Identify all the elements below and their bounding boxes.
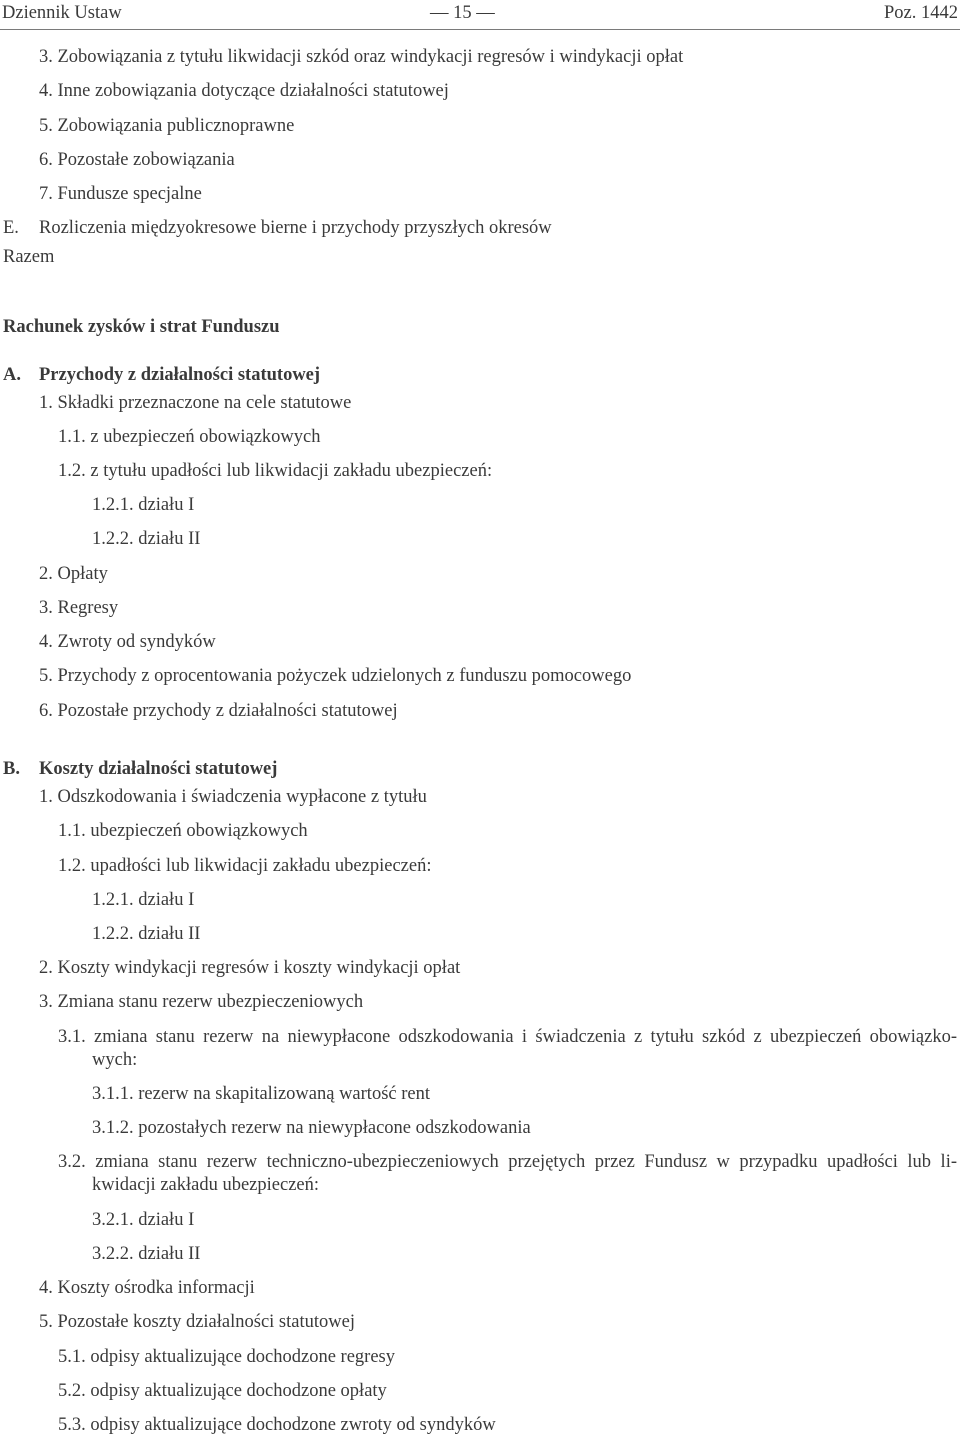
list-item: 6. Pozostałe zobowiązania xyxy=(39,150,235,170)
list-item: 1.2.2. działu II xyxy=(92,529,201,549)
list-item: 7. Fundusze specjalne xyxy=(39,184,202,204)
list-item: 1.2.2. działu II xyxy=(92,924,201,944)
list-item: 1.1. ubezpieczeń obowiązkowych xyxy=(58,821,308,841)
list-item: 1.2. z tytułu upadłości lub likwidacji zakładu ubezpieczeń: xyxy=(58,461,493,481)
header-divider xyxy=(0,29,960,30)
section-b-heading xyxy=(3,758,277,780)
list-item: 5. Pozostałe koszty działalności statutowej xyxy=(39,1312,355,1332)
list-item: 3.2.1. działu I xyxy=(92,1210,195,1230)
list-item: 3.1. zmiana stanu rezerw na niewypłacone odszkodowania i świadczenia z tytułu szkód z ubezpieczeń obowiązko- xyxy=(58,1027,957,1047)
total-label: Razem xyxy=(3,247,55,267)
list-item-continuation: kwidacji zakładu ubezpieczeń: xyxy=(92,1175,320,1195)
list-item: 3. Regresy xyxy=(39,598,119,618)
list-item: 3.1.2. pozostałych rezerw na niewypłacone odszkodowania xyxy=(92,1118,531,1138)
list-item: 1.2.1. działu I xyxy=(92,495,195,515)
list-item: 1. Składki przeznaczone na cele statutowe xyxy=(39,393,352,413)
list-item: 5.2. odpisy aktualizujące dochodzone opłaty xyxy=(58,1381,387,1401)
list-item: 3.2. zmiana stanu rezerw techniczno-ubezpieczeniowych przejętych przez Fundusz w przypadku upadłości lub li- xyxy=(58,1152,957,1172)
section-b-title: Koszty działalności statutowej xyxy=(39,759,278,779)
section-a-title: Przychody z działalności statutowej xyxy=(39,365,321,385)
page-number: — 15 — xyxy=(430,3,495,23)
list-item: 3. Zmiana stanu rezerw ubezpieczeniowych xyxy=(39,992,364,1012)
position-number: Poz. 1442 xyxy=(884,3,958,23)
list-item: 4. Inne zobowiązania dotyczące działalności statutowej xyxy=(39,81,449,101)
list-item: 1.1. z ubezpieczeń obowiązkowych xyxy=(58,427,321,447)
list-item: 2. Koszty windykacji regresów i koszty windykacji opłat xyxy=(39,958,461,978)
list-item: 6. Pozostałe przychody z działalności statutowej xyxy=(39,701,398,721)
section-e-text: Rozliczenia międzyokresowe bierne i przychody przyszłych okresów xyxy=(39,218,552,238)
list-item: 3.2.2. działu II xyxy=(92,1244,201,1264)
list-item: 3. Zobowiązania z tytułu likwidacji szkód oraz windykacji regresów i windykacji opłat xyxy=(39,47,684,67)
journal-name: Dziennik Ustaw xyxy=(2,3,122,23)
list-item: 5. Przychody z oprocentowania pożyczek udzielonych z funduszu pomocowego xyxy=(39,666,632,686)
list-item-continuation: wych: xyxy=(92,1050,138,1070)
statement-title: Rachunek zysków i strat Funduszu xyxy=(3,317,280,337)
list-item: 4. Koszty ośrodka informacji xyxy=(39,1278,255,1298)
section-e-letter: E. xyxy=(3,218,19,238)
list-item: 2. Opłaty xyxy=(39,564,108,584)
section-a-letter: A. xyxy=(3,365,21,385)
page-header xyxy=(0,2,960,26)
list-item: 1.2. upadłości lub likwidacji zakładu ubezpieczeń: xyxy=(58,856,432,876)
list-item: 1.2.1. działu I xyxy=(92,890,195,910)
list-item: 5. Zobowiązania publicznoprawne xyxy=(39,116,295,136)
section-e xyxy=(3,217,552,239)
list-item: 5.1. odpisy aktualizujące dochodzone regresy xyxy=(58,1347,395,1367)
list-item: 4. Zwroty od syndyków xyxy=(39,632,216,652)
list-item: 1. Odszkodowania i świadczenia wypłacone z tytułu xyxy=(39,787,427,807)
list-item: 5.3. odpisy aktualizujące dochodzone zwroty od syndyków xyxy=(58,1415,496,1435)
section-b-letter: B. xyxy=(3,759,20,779)
section-a-heading xyxy=(3,364,320,386)
list-item: 3.1.1. rezerw na skapitalizowaną wartość rent xyxy=(92,1084,430,1104)
